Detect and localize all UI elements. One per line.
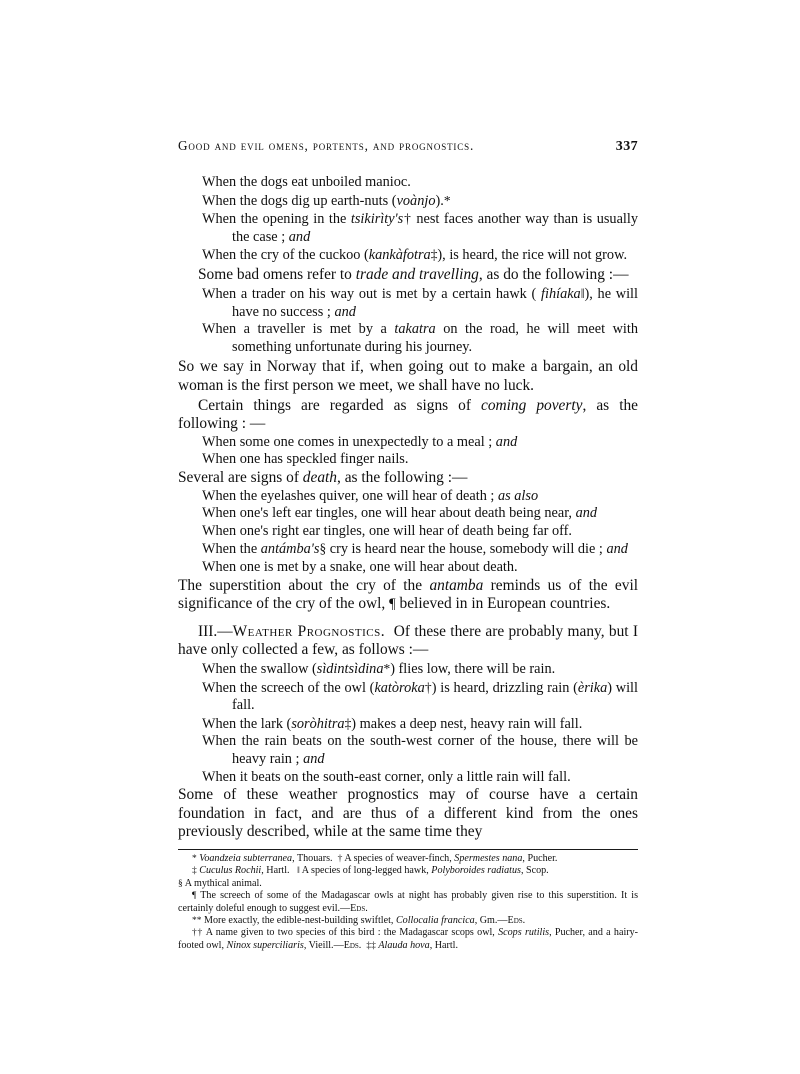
page-content [178, 138, 638, 952]
footnote-mark-section: § [178, 878, 183, 889]
footnote-ref-asterisk-2: * [383, 660, 391, 676]
paragraph-death-intro: Several are signs of death, as the following :— [178, 469, 468, 486]
footnote-mark-parallel: ‖ [297, 866, 300, 877]
term-kankafotra: kankàfotra [368, 247, 431, 264]
list-item: When a traveller is met by a takatra on the road, he will meet with something unfortunate during his journey. [202, 321, 639, 355]
footnote-2: ‡ Cuculus Rochii, Hartl. ‖ A species of long-legged hawk, Polyboroides radiatus, Scop. [192, 865, 549, 877]
list-item: When the antámba's§ cry is heard near the house, somebody will die ; and [202, 541, 628, 558]
species-name: Alauda hova [378, 939, 430, 951]
paragraph-trade: Some bad omens refer to trade and travelling, as do the following :— [198, 266, 629, 284]
footnote-mark-double-dagger-ref: †† [192, 928, 204, 939]
list-item: When the opening in the tsikirìty's† nest faces another way than is usually the case ; and [202, 211, 639, 245]
footnote-ref-ddagger-2: ‡ [344, 715, 352, 731]
editors-abbrev: Eds. [350, 902, 368, 914]
footnote-mark-double-ddagger: ‡‡ [366, 940, 376, 951]
running-head [178, 138, 638, 155]
footnote-4: ¶ The screech of some of the Madagascar owls at night has probably given rise to this superstition. It is certainly doleful enough to suggest evil.—Eds. [178, 890, 639, 914]
term-voanjo: voànjo [396, 192, 436, 209]
list-item: When the cry of the cuckoo (kankàfotra‡), is heard, the rice will not grow. [202, 247, 628, 264]
footnote-5: ** More exactly, the edible-nest-building swiftlet, Collocalia francica, Gm.—Eds. [192, 914, 526, 926]
footnote-mark-dagger: † [337, 853, 343, 864]
list-item: When the dogs dig up earth-nuts (voànjo).* [202, 192, 451, 209]
footnote-ref-section: § [319, 541, 327, 557]
term-sorohitra: soròhitra [291, 715, 345, 732]
omen-list-poverty [178, 434, 638, 469]
footnote-ref-asterisk: * [443, 192, 451, 208]
footnote-ref-parallel: ‖ [580, 286, 585, 302]
footnote-ref-dagger: † [403, 211, 412, 227]
page-number: 337 [615, 139, 638, 154]
species-name: Cuculus Rochii [199, 865, 262, 877]
weather-list [178, 660, 638, 786]
species-name: Collocalia francica [395, 914, 475, 926]
footnote-separator [178, 849, 638, 850]
omen-list-trade [178, 285, 638, 356]
term-sidintsidina: sìdintsìdina [316, 660, 384, 677]
term-erika: èrika [577, 679, 608, 696]
footnote-mark-pilcrow: ¶ [192, 891, 197, 902]
list-item: When one's right ear tingles, one will hear of death being far off. [202, 522, 572, 539]
footnote-ref-dagger-2: † [424, 679, 432, 695]
list-item: When one's left ear tingles, one will hear about death being near, and [202, 505, 598, 522]
footnote-ref-ddagger: ‡ [430, 247, 438, 263]
list-item: When the dogs eat unboiled manioc. [202, 174, 411, 190]
omen-list-general [178, 174, 638, 265]
footnote-mark-asterisk: * [192, 853, 197, 864]
term-takatra: takatra [394, 321, 436, 338]
list-item: When the eyelashes quiver, one will hear of death ; as also [202, 487, 539, 504]
list-item: When the rain beats on the south-west corner of the house, there will be heavy rain ; and [202, 733, 638, 767]
footnote-3: § A mythical animal. [178, 877, 262, 889]
footnote-mark-double-asterisk: ** [192, 915, 202, 926]
omen-list-death [178, 488, 638, 577]
species-name: Voandzeia subterranea [199, 852, 293, 864]
list-item: When the screech of the owl (katòroka†) is heard, drizzling rain (èrika) will fall. [202, 679, 639, 714]
section-title: Weather Prognostics. [232, 622, 386, 640]
species-name: Polyboroides radiatus [431, 865, 521, 877]
section-numeral: III.— [198, 622, 233, 640]
list-item: When the lark (soròhitra‡) makes a deep nest, heavy rain will fall. [202, 715, 583, 732]
paragraph-poverty: Certain things are regarded as signs of coming poverty, as the following : — [178, 396, 639, 433]
footnote-block [178, 853, 638, 952]
section-heading-weather [178, 623, 638, 660]
editors-abbrev: Eds. [507, 914, 526, 926]
term-tsikirity: tsikirìty's [350, 211, 404, 228]
footnote-mark-ddagger: ‡ [192, 866, 197, 877]
section-spacer [178, 614, 638, 623]
term-fihiaka: fihíaka [541, 286, 581, 303]
paragraph-norway: So we say in Norway that if, when going out to make a bargain, an old woman is the first person we meet, we shall have no luck. [178, 357, 638, 394]
running-head-title: Good and evil omens, portents, and prognostics. [178, 138, 475, 153]
footnote-6: †† A name given to two species of this bird : the Madagascar scops owl, Scops rutilis, Pucher, and a hairy-footed owl, Ninox superciliaris, Vieill.—Eds. ‡‡ Alauda hova, Hartl. [178, 927, 639, 951]
section-intro: Of these there are probably many, but I have only collected a few, as follows :— [178, 622, 639, 659]
species-name: Scops rutilis [498, 927, 550, 939]
list-item: When the swallow (sìdintsìdina*) flies low, there will be rain. [202, 660, 556, 677]
species-name: Ninox superciliaris [226, 939, 304, 951]
footnote-ref-pilcrow: ¶ [389, 596, 396, 613]
paragraph-closing: Some of these weather prognostics may of course have a certain foundation in fact, and are thus of a different kind from the ones previously described, while at the same time they [178, 786, 638, 841]
paragraph-superstition: The superstition about the cry of the antamba reminds us of the evil significance of the cry of the owl, ¶ believed in in European countries. [178, 576, 639, 613]
list-item: When it beats on the south-east corner, only a little rain will fall. [202, 768, 571, 785]
species-name: Spermestes nana [454, 852, 523, 864]
list-item: When one has speckled finger nails. [202, 451, 409, 468]
term-katoroka: katòroka [374, 679, 425, 696]
term-antamba: antámba's [260, 541, 320, 558]
editors-abbrev: Eds. [343, 939, 362, 951]
list-item: When some one comes in unexpectedly to a meal ; and [202, 433, 518, 450]
list-item: When a trader on his way out is met by a certain hawk ( fihíaka‖), he will have no success ; and [202, 286, 638, 320]
term-antamba-plain: antamba [429, 576, 484, 594]
list-item: When one is met by a snake, one will hear about death. [202, 558, 518, 575]
footnote-1: * Voandzeia subterranea, Thouars. † A species of weaver-finch, Spermestes nana, Pucher. [192, 852, 558, 864]
